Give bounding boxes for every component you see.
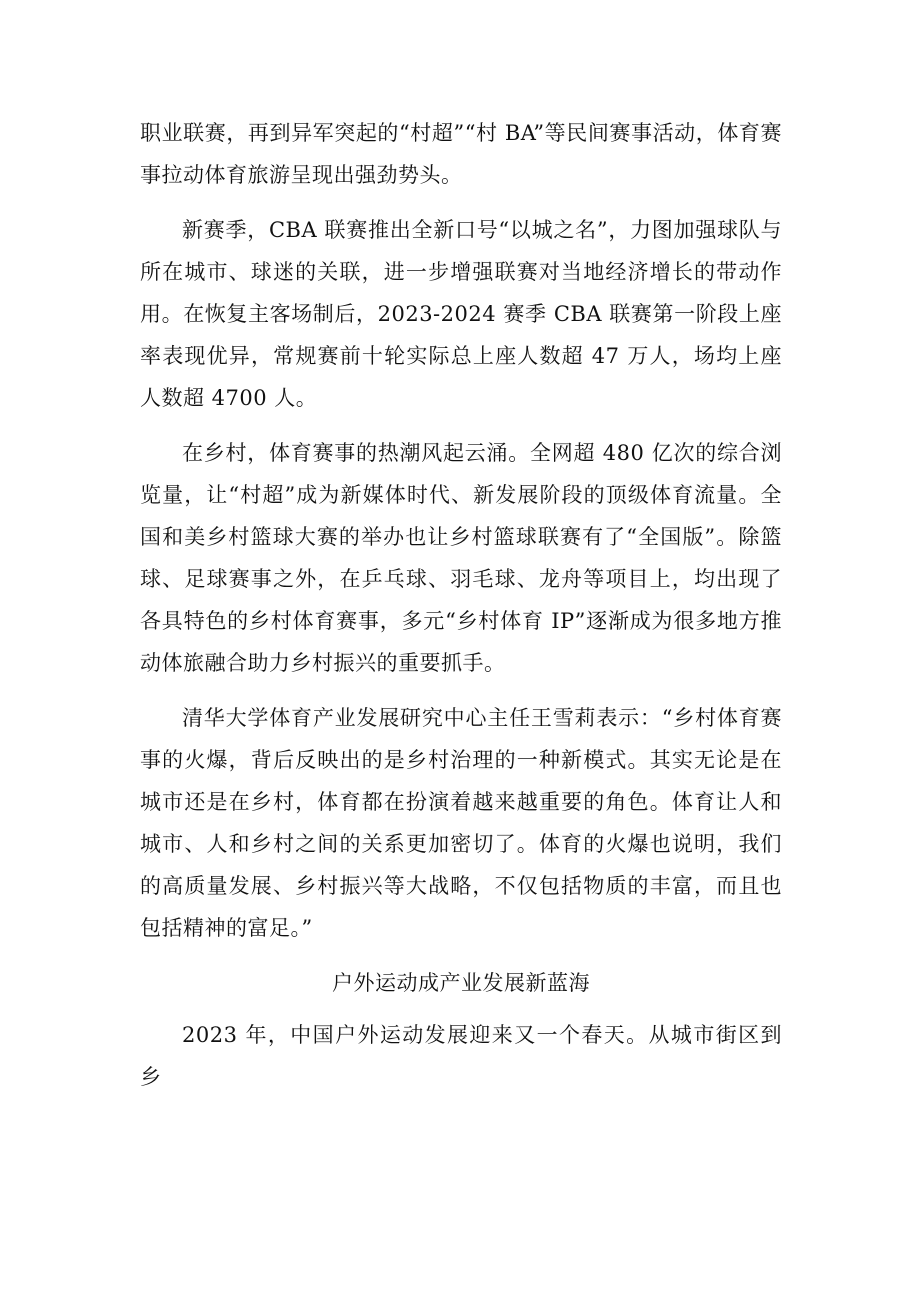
paragraph-1: 职业联赛，再到异军突起的“村超”“村 BA”等民间赛事活动，体育赛事拉动体育旅游呈现出强劲势头。 <box>140 121 782 187</box>
paragraph-2: 新赛季，CBA 联赛推出全新口号“以城之名”，力图加强球队与所在城市、球迷的关联，进一步增强联赛对当地经济增长的带动作用。在恢复主客场制后，2023-2024 赛季 CBA 联赛第一阶段上座率表现优异，常规赛前十轮实际总上座人数超 47 万人，场均上座人数超 4700 人。 <box>140 218 782 410</box>
paragraph-4: 清华大学体育产业发展研究中心主任王雪莉表示：“乡村体育赛事的火爆，背后反映出的是乡村治理的一种新模式。其实无论是在城市还是在乡村，体育都在扮演着越来越重要的角色。体育让人和城市、人和乡村之间的关系更加密切了。体育的火爆也说明，我们的高质量发展、乡村振兴等大战略，不仅包括物质的丰富，而且也包括精神的富足。” <box>140 706 782 940</box>
paragraph-3: 在乡村，体育赛事的热潮风起云涌。全网超 480 亿次的综合浏览量，让“村超”成为新媒体时代、新发展阶段的顶级体育流量。全国和美乡村篮球大赛的举办也让乡村篮球联赛有了“全国版”。除篮球、足球赛事之外，在乒乓球、羽毛球、龙舟等项目上，均出现了各具特色的乡村体育赛事，多元“乡村体育 IP”逐渐成为很多地方推动体旅融合助力乡村振兴的重要抓手。 <box>140 441 782 675</box>
paragraph-5: 2023 年，中国户外运动发展迎来又一个春天。从城市街区到乡 <box>140 1023 782 1089</box>
section-heading: 户外运动成产业发展新蓝海 <box>332 971 590 995</box>
document-page <box>140 112 782 1098</box>
